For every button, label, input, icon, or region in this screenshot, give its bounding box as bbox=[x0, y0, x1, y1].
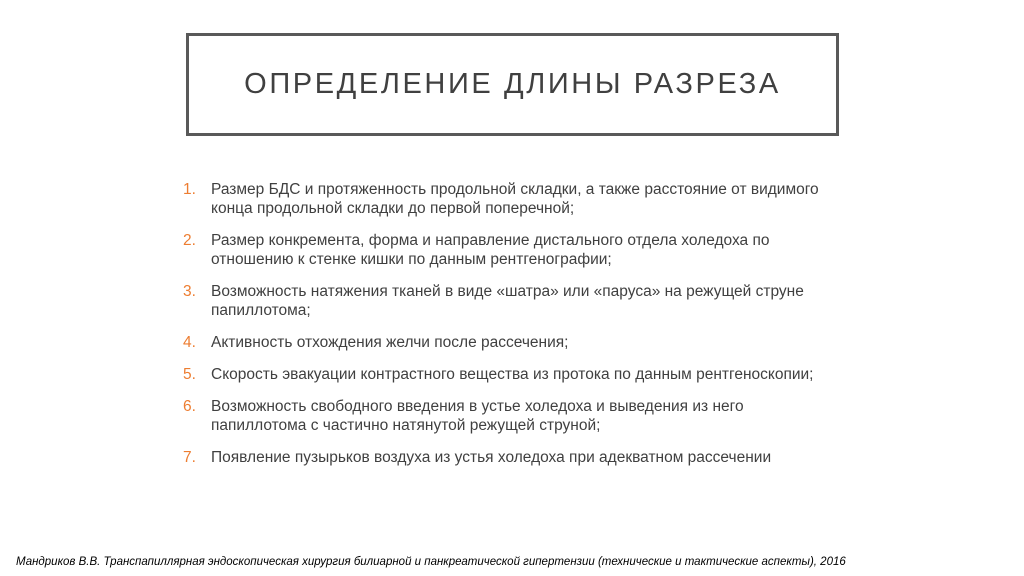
list-item bbox=[183, 397, 843, 435]
item-number: 4. bbox=[183, 334, 196, 351]
item-text: Активность отхождения желчи после рассечения; bbox=[211, 334, 569, 351]
item-number: 7. bbox=[183, 449, 196, 466]
item-text: Возможность натяжения тканей в виде «шатра» или «паруса» на режущей струне папиллотома; bbox=[211, 283, 804, 319]
slide-title: ОПРЕДЕЛЕНИЕ ДЛИНЫ РАЗРЕЗА bbox=[244, 68, 781, 100]
item-text: Возможность свободного введения в устье холедоха и выведения из него папиллотома с частично натянутой режущей струной; bbox=[211, 398, 744, 434]
item-text: Скорость эвакуации контрастного вещества из протока по данным рентгеноскопии; bbox=[211, 366, 814, 383]
citation: Мандриков В.В. Транспапиллярная эндоскопическая хирургия билиарной и панкреатической гипертензии (технические и тактические аспекты), 2016 bbox=[16, 556, 846, 568]
item-text: Появление пузырьков воздуха из устья холедоха при адекватном рассечении bbox=[211, 449, 772, 466]
list-item bbox=[183, 282, 843, 320]
item-number: 5. bbox=[183, 366, 196, 383]
list-item bbox=[183, 365, 843, 384]
item-number: 1. bbox=[183, 181, 196, 198]
item-number: 6. bbox=[183, 398, 196, 415]
list-item bbox=[183, 231, 843, 269]
criteria-list bbox=[183, 180, 843, 480]
item-text: Размер конкремента, форма и направление дистального отдела холедоха по отношению к стенке кишки по данным рентгенографии; bbox=[211, 232, 770, 268]
item-number: 3. bbox=[183, 283, 196, 300]
item-text: Размер БДС и протяженность продольной складки, а также расстояние от видимого конца продольной складки до первой поперечной; bbox=[211, 181, 819, 217]
list-item bbox=[183, 180, 843, 218]
list-item bbox=[183, 448, 843, 467]
title-box bbox=[186, 33, 839, 136]
list-item bbox=[183, 333, 843, 352]
item-number: 2. bbox=[183, 232, 196, 249]
